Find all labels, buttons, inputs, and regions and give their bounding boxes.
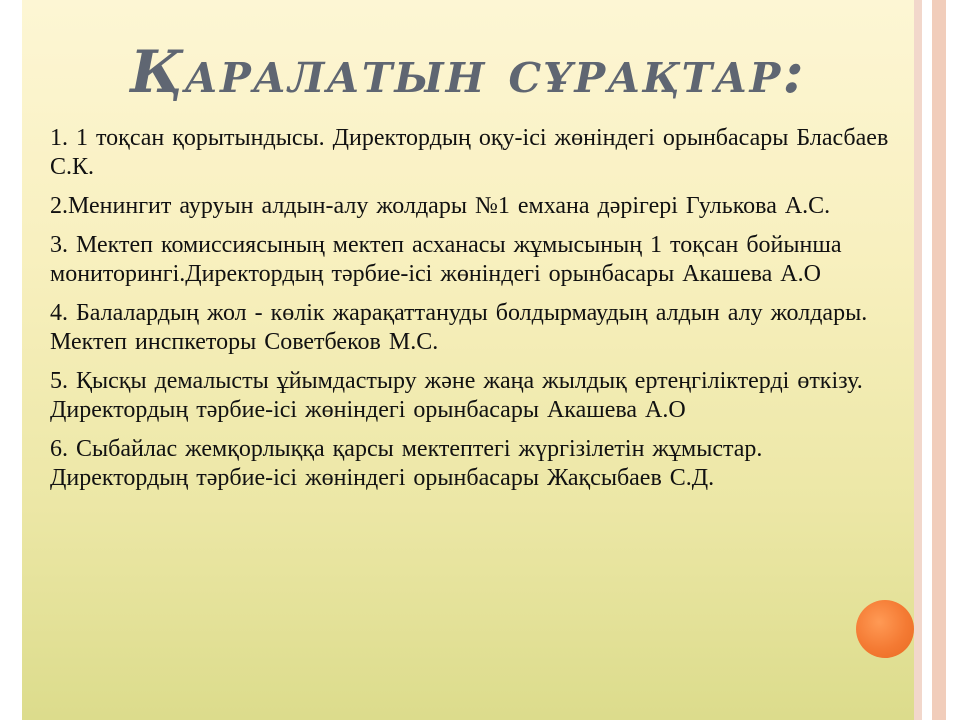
agenda-item-3: 3. Мектеп комиссиясының мектеп асханасы жұмысының 1 тоқсан бойынша мониторингі.Директордың тәрбие-ісі жөніндегі орынбасары Акашева А.О [50, 232, 842, 287]
stripe-light [914, 0, 922, 720]
agenda-item-6: 6. Сыбайлас жемқорлыққа қарсы мектептегі жүргізілетін жұмыстар. Директордың тәрбие-ісі жөніндегі орынбасары Жақсыбаев С.Д. [50, 436, 763, 491]
agenda-item-1: 1. 1 тоқсан қорытындысы. Директордың оқу-ісі жөніндегі орынбасары Бласбаев С.К. [50, 125, 889, 180]
slide-title: Қаралатын сұрақтар: [130, 38, 806, 106]
stripe-edge [946, 0, 960, 720]
left-margin-strip [0, 0, 22, 720]
right-decorative-stripes [914, 0, 960, 720]
orange-circle-decoration [856, 600, 914, 658]
stripe-gap [922, 0, 932, 720]
agenda-list [50, 124, 890, 503]
agenda-item-4: 4. Балалардың жол - көлік жарақаттануды болдырмаудың алдын алу жолдары. Мектеп инспкеторы Советбеков М.С. [50, 300, 868, 355]
agenda-item-2: 2.Менингит ауруын алдын-алу жолдары №1 емхана дәрігері Гулькова А.С. [50, 193, 831, 219]
stripe-salmon [932, 0, 946, 720]
agenda-item-5: 5. Қысқы демалысты ұйымдастыру және жаңа жылдық ертеңгіліктерді өткізу. Директордың тәрбие-ісі жөніндегі орынбасары Акашева А.О [50, 368, 863, 423]
